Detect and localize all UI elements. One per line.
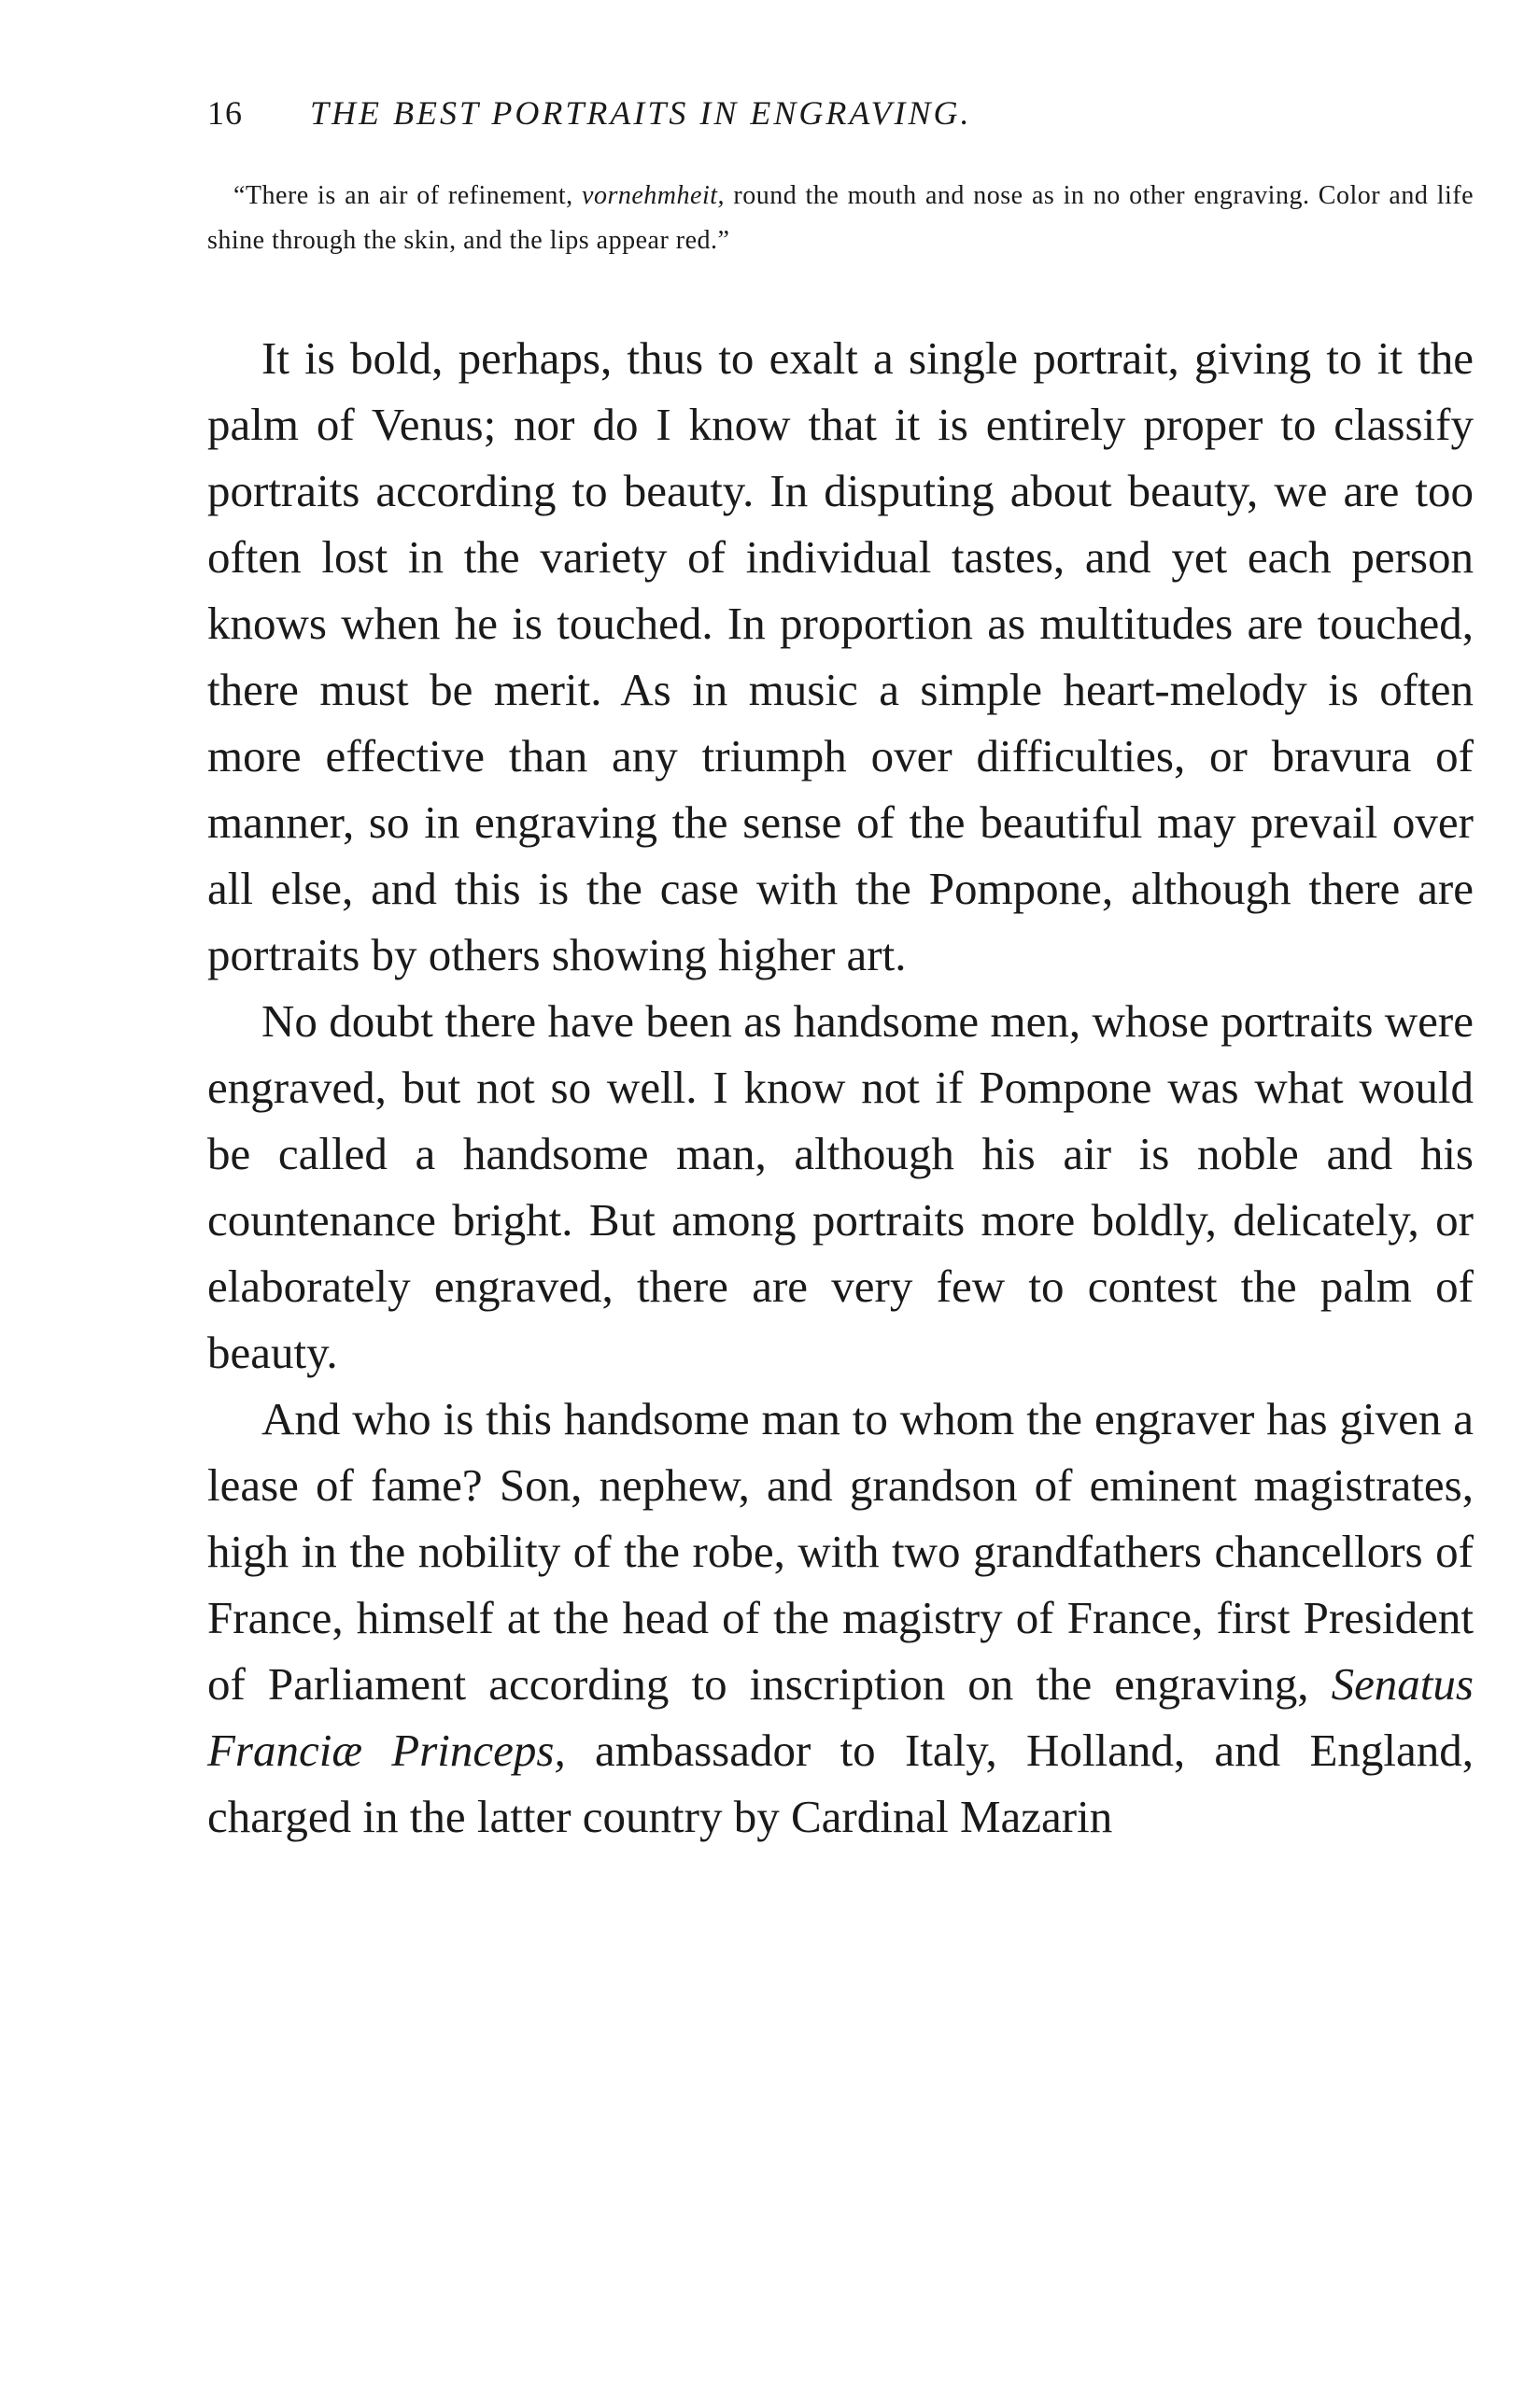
paragraph-1: It is bold, perhaps, thus to exalt a single portrait, giving to it the palm of Venus; nor do I know that it is entirely proper to classify portraits according to beauty. In disputing about beauty, we are too often lost in the variety of individual tastes, and yet each person knows when he is touched. In proportion as multitudes are touched, there must be merit. As in music a simple heart-melody is often more effective than any triumph over difficulties, or bravura of manner, so in engraving the sense of the beautiful may prevail over all else, and this is the case with the Pompone, although there are portraits by others showing higher art. bbox=[207, 332, 1474, 980]
running-title: THE BEST PORTRAITS IN ENGRAVING. bbox=[310, 94, 972, 132]
body-text bbox=[207, 325, 1474, 1850]
running-head bbox=[207, 93, 1474, 149]
paragraph-3 bbox=[207, 1386, 1474, 1850]
quote-italic-word: vornehmheit, bbox=[582, 181, 726, 210]
quote-text-end: round the mouth and nose as in no other engraving. Color and life shine through the skin, and the lips appear red.” bbox=[207, 181, 1475, 255]
quote-text-start: “There is an air of refinement, bbox=[233, 181, 583, 210]
paragraph-3-italic: Senatus Franciæ Princeps, bbox=[207, 1658, 1474, 1776]
block-quote bbox=[207, 174, 1474, 263]
paragraph-3-end: ambassador to Italy, Holland, and England, charged in the latter country by Cardinal Mazarin bbox=[207, 1725, 1474, 1842]
page-number: 16 bbox=[207, 94, 243, 132]
paragraph-3-start: And who is this handsome man to whom the engraver has given a lease of fame? Son, nephew, and grandson of eminent magistrates, high in the nobility of the robe, with two grandfathers chancellors of France, himself at the head of the magistry of France, first President of Parliament according to inscription on the engraving, bbox=[207, 1393, 1474, 1710]
book-page bbox=[207, 93, 1474, 1850]
paragraph-2: No doubt there have been as handsome men, whose portraits were engraved, but not so well. I know not if Pompone was what would be called a handsome man, although his air is noble and his countenance bright. But among portraits more boldly, delicately, or elaborately engraved, there are very few to contest the palm of beauty. bbox=[207, 995, 1474, 1378]
